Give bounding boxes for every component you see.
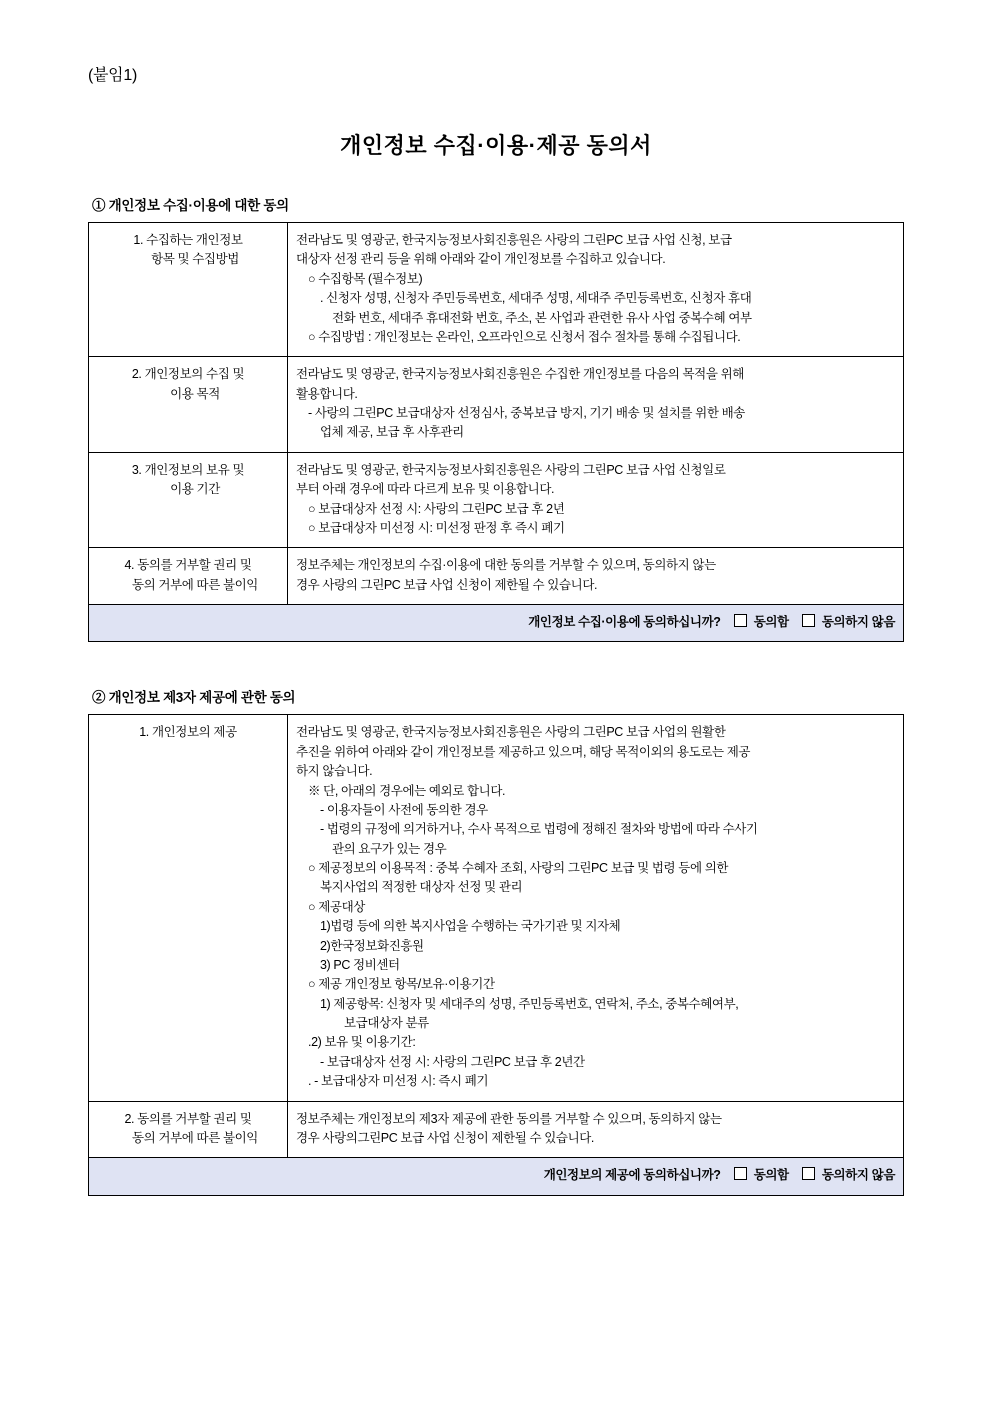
- checkbox-agree[interactable]: [734, 614, 747, 627]
- row-label: [89, 357, 288, 453]
- agree-yes-label: 동의함: [753, 1168, 789, 1183]
- body-line: ○ 보급대상자 선정 시: 사랑의 그린PC 보급 후 2년: [308, 501, 565, 516]
- attachment-label: (붙임1): [88, 67, 137, 84]
- row-label-line1: 1. 수집하는 개인정보: [133, 233, 243, 247]
- row-label: [89, 548, 288, 605]
- checkbox-disagree[interactable]: [802, 614, 815, 627]
- body-line: . - 보급대상자 미선정 시: 즉시 폐기: [308, 1074, 489, 1089]
- body-line: ○ 제공대상: [308, 899, 365, 914]
- row-label: [89, 715, 288, 1101]
- table-row: [89, 452, 904, 548]
- body-line: 정보주체는 개인정보의 수집·이용에 대한 동의를 거부할 수 있으며, 동의하지 않는: [296, 558, 716, 573]
- body-line: 복지사업의 적정한 대상자 선정 및 관리: [320, 880, 523, 895]
- agree-row: [89, 605, 904, 642]
- section-spacer: [88, 642, 904, 686]
- section1-heading: ① 개인정보 수집·이용에 대한 동의: [92, 198, 289, 213]
- agree-question: 개인정보 수집·이용에 동의하십니까?: [528, 615, 721, 629]
- body-line: . 신청자 성명, 신청자 주민등록번호, 세대주 성명, 세대주 주민등록번호, 신청자 휴대: [320, 291, 752, 306]
- row-label-line2: 동의 거부에 따른 불이익: [132, 577, 258, 592]
- body-line: 보급대상자 분류: [344, 1016, 429, 1030]
- row-label: [89, 452, 288, 548]
- row-label-line2: 동의 거부에 따른 불이익: [132, 1130, 258, 1145]
- body-line: ○ 수집방법 : 개인정보는 온라인, 오프라인으로 신청서 접수 절차를 통해 수집됩니다.: [308, 329, 741, 344]
- agree-cell: [89, 605, 904, 642]
- body-line: 활용합니다.: [296, 386, 358, 401]
- body-line: ○ 수집항목 (필수정보): [308, 271, 423, 286]
- row-label-line1: 3. 개인정보의 보유 및: [131, 462, 245, 477]
- table-row: [89, 548, 904, 605]
- body-line: 1)법령 등에 의한 복지사업을 수행하는 국가기관 및 지자체: [320, 919, 621, 934]
- consent-table-collection-use: [88, 222, 904, 642]
- body-line: 전라남도 및 영광군, 한국지능정보사회진흥원은 사랑의 그린PC 보급 사업 신청, 보급: [296, 233, 732, 247]
- row-label: [89, 223, 288, 357]
- row-label-line1: 1. 개인정보의 제공: [139, 725, 237, 740]
- body-line: 경우 사랑의그린PC 보급 사업 신청이 제한될 수 있습니다.: [296, 1130, 594, 1145]
- body-line: 추진을 위하여 아래와 같이 개인정보를 제공하고 있으며, 해당 목적이외의 용도로는 제공: [296, 744, 751, 759]
- body-line: 전라남도 및 영광군, 한국지능정보사회진흥원은 사랑의 그린PC 보급 사업의 원활한: [296, 725, 726, 740]
- checkbox-agree[interactable]: [734, 1167, 747, 1180]
- agree-no-label: 동의하지 않음: [821, 615, 895, 629]
- body-line: 1) 제공항목: 신청자 및 세대주의 성명, 주민등록번호, 연락처, 주소, 중복수혜여부,: [320, 996, 739, 1011]
- checkbox-disagree[interactable]: [802, 1167, 815, 1180]
- agree-row: [89, 1158, 904, 1195]
- consent-table-third-party: [88, 714, 904, 1195]
- row-label-line2: 이용 목적: [170, 386, 220, 401]
- body-line: - 사랑의 그린PC 보급대상자 선정심사, 중복보급 방지, 기기 배송 및 설치를 위한 배송: [308, 406, 745, 420]
- row-body: [288, 452, 904, 548]
- body-line: 경우 사랑의 그린PC 보급 사업 신청이 제한될 수 있습니다.: [296, 577, 598, 592]
- body-line: 정보주체는 개인정보의 제3자 제공에 관한 동의를 거부할 수 있으며, 동의하지 않는: [296, 1111, 722, 1126]
- row-label-line1: 4. 동의를 거부할 권리 및: [124, 558, 252, 573]
- body-line: 2)한국정보화진흥원: [320, 938, 424, 953]
- body-line: - 이용자들이 사전에 동의한 경우: [320, 802, 488, 817]
- row-label-line2: 이용 기간: [170, 482, 220, 497]
- body-line: 전라남도 및 영광군, 한국지능정보사회진흥원은 수집한 개인정보를 다음의 목적을 위해: [296, 367, 744, 382]
- body-line: 관의 요구가 있는 경우: [332, 841, 447, 856]
- agree-no-label: 동의하지 않음: [821, 1168, 895, 1183]
- agree-question: 개인정보의 제공에 동의하십니까?: [543, 1168, 721, 1183]
- body-line: ○ 제공 개인정보 항목/보유·이용기간: [308, 977, 495, 992]
- row-body: [288, 1101, 904, 1158]
- body-line: 전화 번호, 세대주 휴대전화 번호, 주소, 본 사업과 관련한 유사 사업 중복수혜 여부: [332, 310, 752, 325]
- body-line: 전라남도 및 영광군, 한국지능정보사회진흥원은 사랑의 그린PC 보급 사업 신청일로: [296, 462, 726, 477]
- row-body: [288, 357, 904, 453]
- body-line: ○ 제공정보의 이용목적 : 중복 수혜자 조회, 사랑의 그린PC 보급 및 법령 등에 의한: [308, 861, 729, 875]
- table-row: [89, 715, 904, 1101]
- body-line: 3) PC 정비센터: [320, 957, 400, 972]
- body-line: 대상자 선정 관리 등을 위해 아래와 같이 개인정보를 수집하고 있습니다.: [296, 252, 666, 267]
- section2-heading: ② 개인정보 제3자 제공에 관한 동의: [92, 690, 296, 706]
- body-line: - 법령의 규정에 의거하거나, 수사 목적으로 법령에 정해진 절차와 방법에 따라 수사기: [320, 822, 758, 837]
- row-body: [288, 548, 904, 605]
- row-label-line2: 항목 및 수집방법: [151, 252, 239, 267]
- table-row: [89, 223, 904, 357]
- table-row: [89, 357, 904, 453]
- row-body: [288, 715, 904, 1101]
- body-line: 부터 아래 경우에 따라 다르게 보유 및 이용합니다.: [296, 482, 555, 497]
- body-line: ○ 보급대상자 미선정 시: 미선정 판정 후 즉시 폐기: [308, 520, 565, 535]
- row-label-line1: 2. 개인정보의 수집 및: [131, 367, 245, 382]
- body-line: - 보급대상자 선정 시: 사랑의 그린PC 보급 후 2년간: [320, 1054, 585, 1069]
- row-label: [89, 1101, 288, 1158]
- agree-yes-label: 동의함: [753, 615, 789, 629]
- row-body: [288, 223, 904, 357]
- body-line: 하지 않습니다.: [296, 764, 373, 779]
- body-line: ※ 단, 아래의 경우에는 예외로 합니다.: [308, 783, 506, 798]
- row-label-line1: 2. 동의를 거부할 권리 및: [124, 1111, 252, 1126]
- agree-cell: [89, 1158, 904, 1195]
- body-line: .2) 보유 및 이용기간:: [308, 1035, 416, 1050]
- page-title: 개인정보 수집·이용·제공 동의서: [340, 133, 652, 158]
- body-line: 업체 제공, 보급 후 사후관리: [320, 425, 464, 440]
- table-row: [89, 1101, 904, 1158]
